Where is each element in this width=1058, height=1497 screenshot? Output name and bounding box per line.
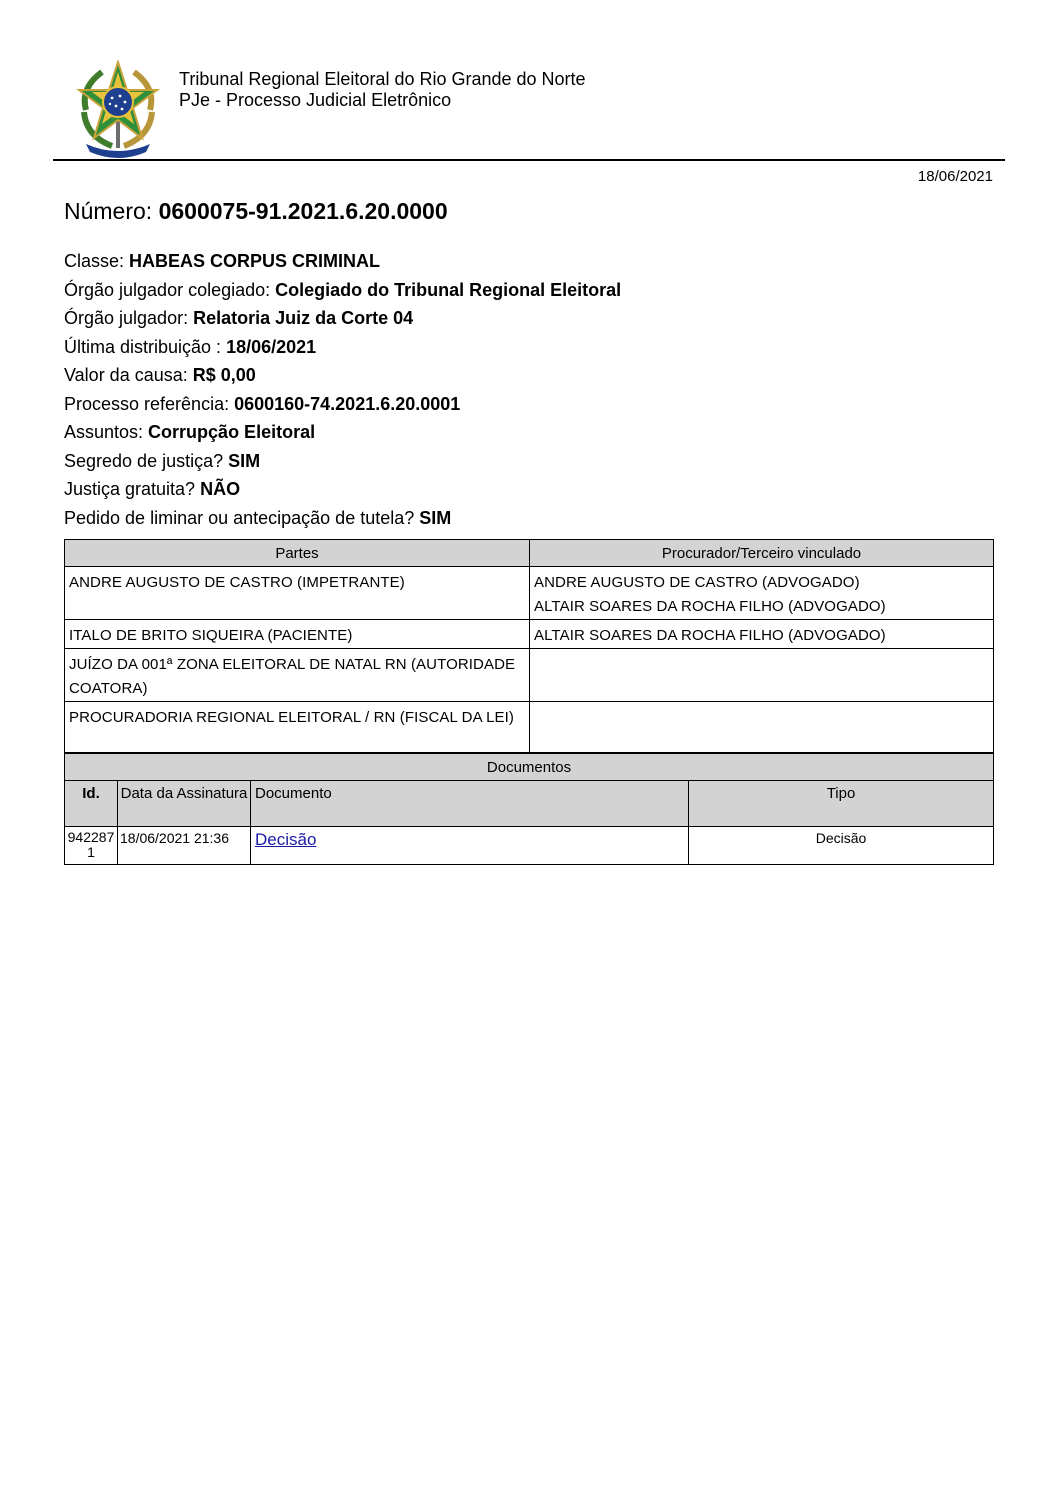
column-header-procurador: Procurador/Terceiro vinculado	[530, 540, 994, 567]
parte-cell: ITALO DE BRITO SIQUEIRA (PACIENTE)	[65, 620, 530, 649]
field-value: Relatoria Juiz da Corte 04	[193, 308, 414, 328]
procurador-name: ALTAIR SOARES DA ROCHA FILHO (ADVOGADO)	[534, 598, 886, 615]
brazil-coat-of-arms-icon	[72, 60, 164, 158]
field-ultima-distribuicao	[64, 335, 621, 364]
procurador-name: ANDRE AUGUSTO DE CASTRO (ADVOGADO)	[534, 574, 860, 591]
field-pedido-liminar	[64, 506, 621, 535]
field-value: HABEAS CORPUS CRIMINAL	[129, 251, 381, 271]
field-label: Classe:	[64, 251, 130, 271]
field-justica-gratuita	[64, 477, 621, 506]
field-orgao-colegiado	[64, 278, 621, 307]
process-number	[64, 198, 448, 225]
header-divider	[53, 159, 1005, 161]
field-value: R$ 0,00	[192, 365, 256, 385]
field-value: Corrupção Eleitoral	[148, 422, 316, 442]
field-label: Assuntos:	[64, 422, 149, 442]
system-name: PJe - Processo Judicial Eletrônico	[179, 90, 452, 110]
table-row	[65, 702, 994, 753]
documentos-title: Documentos	[65, 754, 994, 781]
field-label: Órgão julgador colegiado:	[64, 279, 276, 300]
field-label: Justiça gratuita?	[64, 479, 201, 499]
procurador-cell	[530, 702, 994, 753]
table-header-row	[65, 781, 994, 827]
column-header-id: Id.	[65, 781, 118, 827]
field-orgao-julgador	[64, 306, 621, 335]
parte-cell: JUÍZO DA 001ª ZONA ELEITORAL DE NATAL RN (AUTORIDADE COATORA)	[65, 649, 530, 702]
field-assuntos	[64, 420, 621, 449]
procurador-cell	[530, 567, 994, 620]
field-valor-causa	[64, 363, 621, 392]
field-value: 0600160-74.2021.6.20.0001	[234, 393, 461, 414]
table-row	[65, 567, 994, 620]
table-title-row	[65, 754, 994, 781]
field-label: Órgão julgador:	[64, 308, 194, 328]
table-row	[65, 649, 994, 702]
partes-table	[64, 539, 994, 753]
field-classe	[64, 249, 621, 278]
field-label: Pedido de liminar ou antecipação de tutela?	[64, 507, 420, 528]
document-date-cell: 18/06/2021 21:36	[118, 827, 251, 865]
field-segredo-justica	[64, 449, 621, 478]
field-value: SIM	[419, 507, 452, 528]
column-header-data: Data da Assinatura	[118, 781, 251, 827]
column-header-partes: Partes	[65, 540, 530, 567]
parte-cell: ANDRE AUGUSTO DE CASTRO (IMPETRANTE)	[65, 567, 530, 620]
process-number-value: 0600075-91.2021.6.20.0000	[158, 198, 448, 224]
process-details	[64, 249, 621, 534]
procurador-name: ALTAIR SOARES DA ROCHA FILHO (ADVOGADO)	[534, 627, 886, 644]
table-row	[65, 620, 994, 649]
field-value: Colegiado do Tribunal Regional Eleitoral	[275, 279, 622, 300]
table-row	[65, 827, 994, 865]
field-label: Segredo de justiça?	[64, 450, 229, 471]
field-value: NÃO	[200, 479, 241, 499]
print-date: 18/06/2021	[917, 168, 993, 185]
procurador-cell	[530, 649, 994, 702]
document-header	[0, 0, 1058, 162]
document-type-cell: Decisão	[689, 827, 994, 865]
court-name: Tribunal Regional Eleitoral do Rio Grande do Norte	[179, 69, 586, 89]
parte-cell: PROCURADORIA REGIONAL ELEITORAL / RN (FISCAL DA LEI)	[65, 702, 530, 753]
document-name-cell	[251, 827, 689, 865]
documentos-table	[64, 753, 994, 865]
field-label: Processo referência:	[64, 393, 235, 414]
column-header-tipo: Tipo	[689, 781, 994, 827]
document-link[interactable]: Decisão	[255, 830, 317, 849]
table-header-row	[65, 540, 994, 567]
procurador-cell	[530, 620, 994, 649]
field-value: SIM	[228, 450, 261, 471]
field-label: Última distribuição :	[64, 336, 227, 357]
field-processo-referencia	[64, 392, 621, 421]
document-id-cell: 9422871	[65, 827, 118, 865]
process-number-label: Número:	[64, 198, 153, 224]
column-header-documento: Documento	[251, 781, 689, 827]
field-value: 18/06/2021	[226, 336, 317, 357]
field-label: Valor da causa:	[64, 365, 193, 385]
